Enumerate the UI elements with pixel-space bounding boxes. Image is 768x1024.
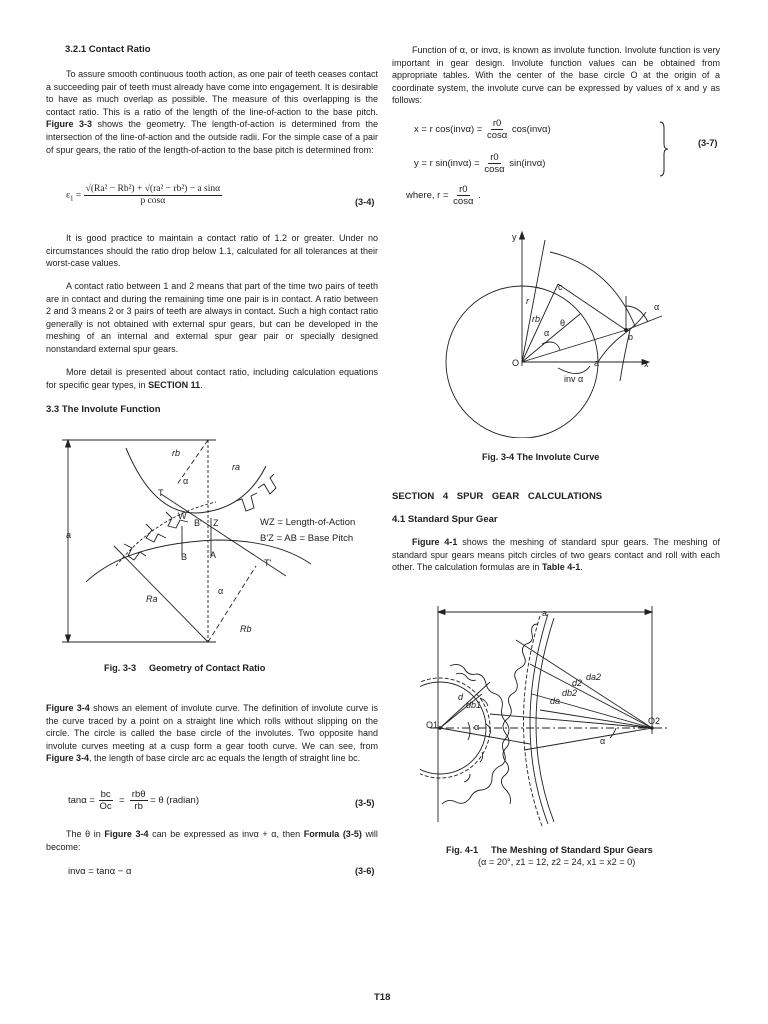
label-r: r: [526, 296, 529, 306]
figure-3-3-caption: [104, 663, 265, 673]
label-T-prime: T': [264, 558, 272, 568]
paragraph-text: .: [580, 562, 583, 573]
label-db1: db1: [466, 700, 482, 710]
paragraph-text: More detail is presented about contact ratio, including calculation equations for specific gear types, in: [46, 367, 378, 390]
equation-number: (3-6): [355, 866, 375, 876]
figure-title: The Meshing of Standard Spur Gears: [490, 845, 653, 855]
brace-icon: [658, 120, 670, 178]
equation-lhs: tanα =: [68, 795, 95, 807]
figure-3-4-caption: Fig. 3-4 The Involute Curve: [482, 452, 600, 462]
figure-reference: Figure 4-1: [412, 537, 458, 547]
paragraph-text: .: [200, 379, 203, 390]
label-y: y: [512, 232, 517, 242]
label-alpha: α: [183, 476, 189, 486]
label-Z: Z: [213, 518, 219, 528]
label-alpha-2: α: [654, 302, 660, 312]
figure-reference: Figure 3-4: [104, 829, 149, 839]
section-reference: SECTION 11: [148, 379, 201, 390]
label-alpha: α: [544, 328, 550, 338]
equation-lhs: where, r =: [406, 190, 449, 202]
figure-4-1-diagram: [420, 604, 680, 830]
label-inv-alpha: inv α: [564, 374, 584, 384]
label-O2: O2: [648, 716, 661, 726]
equation-3-6: invα = tanα − α: [68, 866, 132, 877]
paragraph-text: can be expressed as invα + α, then: [152, 829, 301, 839]
equation-denominator: cosα: [486, 130, 508, 141]
label-W: W: [178, 511, 187, 521]
section-heading-4-1: 4.1 Standard Spur Gear: [392, 514, 498, 525]
paragraph-involute-function: Function of α, or invα, is known as involute function. Involute function is very important in gear design. Involute function values can be obtained from appropriate tables. With the center of the base circle O at the origin of a coordinate system, the involute curve can be expressed by values of x and y as follows:: [392, 45, 720, 106]
paragraph-text: The θ in: [66, 829, 101, 839]
equation-numerator: rbθ: [131, 789, 146, 800]
label-da2: da2: [586, 672, 602, 682]
label-a-point: a: [594, 358, 600, 368]
label-Rb: Rb: [240, 624, 252, 634]
figure-label: Fig. 3-3: [104, 663, 137, 673]
equation-rhs: = θ (radian): [150, 795, 200, 807]
equation-number: (3-7): [698, 138, 718, 148]
equation-denominator: cosα: [453, 196, 474, 207]
equation-3-5: tanα = $\frac{bc}{Oc}$ = $\frac{\text{rbθ}}{rb}$ = θ (radian): [68, 789, 200, 812]
label-B: B: [181, 552, 188, 562]
paragraph-text: , the length of base circle arc ac equals the length of straight line bc.: [89, 753, 361, 764]
paragraph-text: shows the geometry. The length-of-action is determined from the intersection of the line-of-action and the outside radii. For the simple case of a pair of spur gears, the ratio of the length-of-action to the base pitch is determined from:: [46, 119, 378, 155]
label-alpha-1: α: [474, 722, 480, 732]
label-db2: db2: [562, 688, 578, 698]
equation-numerator: √(Ra² − Rb²) + √(ra² − rb²) − a sinα: [85, 184, 221, 194]
label-rb: rb: [532, 314, 541, 324]
equation-numerator: r0: [492, 118, 502, 129]
label-O: O: [512, 358, 520, 368]
figure-reference: Figure 3-3: [46, 119, 92, 130]
equation-number: (3-5): [355, 798, 375, 808]
label-d2: d2: [572, 678, 583, 688]
label-ra: ra: [232, 462, 241, 472]
label-c-point: c: [558, 282, 563, 292]
label-A: A: [210, 550, 217, 560]
legend-length-of-action: WZ = Length-of-Action: [260, 517, 356, 528]
paragraph-text: shows the meshing of standard spur gears. The meshing of standard spur gears means pitch circles of two gears contact and roll with each other. The calculation formulas are in: [392, 537, 720, 573]
equation-rhs: cos(invα): [511, 124, 551, 136]
equation-rhs: sin(invα): [509, 158, 546, 170]
equation-3-7-y: [414, 152, 545, 175]
label-rb: rb: [172, 448, 181, 458]
equation-fraction: [451, 184, 475, 207]
equation-3-7-where: [406, 184, 481, 207]
figure-3-4-diagram: [440, 226, 672, 438]
equation-lhs: ε: [66, 190, 70, 201]
paragraph-theta-expression: [46, 828, 378, 853]
equation-fraction: [98, 789, 114, 812]
equation-numerator: r0: [490, 152, 499, 163]
equation-lhs: x = r cos(invα) =: [414, 124, 483, 136]
table-reference: Table 4-1: [541, 562, 581, 573]
figure-reference: Figure 3-4: [46, 753, 90, 764]
label-O1: O1: [426, 720, 439, 730]
section-heading-3-2-1: 3.2.1 Contact Ratio: [65, 44, 151, 55]
equation-3-4: $\varepsilon_1$ = $\frac{\text{√(Ra² − Rb²) + √(ra² − rb²) − a sinα}}{\text{p cosα}}$: [66, 184, 221, 206]
figure-label: Fig. 4-1: [446, 845, 479, 855]
figure-4-1-caption: [446, 845, 653, 855]
label-alpha-2: α: [218, 586, 224, 596]
paragraph-contact-ratio: [46, 68, 378, 156]
figure-4-1-parameters: (α = 20°, z1 = 12, z2 = 24, x1 = x2 = 0): [478, 857, 636, 867]
equation-end: .: [478, 190, 481, 202]
equation-fraction: [482, 152, 506, 175]
equation-lhs-sub: 1: [70, 194, 74, 203]
label-theta: θ: [560, 318, 566, 328]
equation-denominator: rb: [134, 801, 143, 812]
equation-denominator: p cosα: [140, 196, 166, 206]
label-da: da: [550, 696, 561, 706]
label-a: a: [542, 608, 548, 618]
section-heading-3-3: 3.3 The Involute Function: [46, 404, 161, 415]
page-number: T18: [374, 992, 391, 1003]
paragraph-standard-spur: [392, 536, 720, 574]
paragraph-text: To assure smooth continuous tooth action, as one pair of teeth ceases contact a succeeding pair of teeth must already have come into engagement. It is desirable to have as much overlap as possible. The measure of this overlapping is the contact ratio. This is a ratio of the length of the line-of-action to the base pitch.: [46, 69, 378, 117]
equation-fraction: [84, 184, 223, 207]
formula-reference: Formula (3-5): [303, 829, 362, 839]
section-heading-4: SECTION 4 SPUR GEAR CALCULATIONS: [392, 491, 603, 502]
paragraph-text: shows an element of involute curve. The definition of involute curve is the curve traced by a point on a straight line which rolls without slipping on the circle. The circle is called the base circle of the involutes. Two opposite hand involute curves meeting at a cusp form a gear tooth curve. We can see, from: [46, 703, 378, 751]
equation-denominator: cosα: [484, 164, 505, 175]
label-d: d: [458, 692, 464, 702]
figure-3-3-diagram: [46, 426, 378, 654]
equation-number: (3-4): [355, 197, 375, 207]
label-x: x: [644, 359, 649, 369]
label-b-point: b: [628, 332, 634, 342]
equation-numerator: r0: [459, 184, 468, 195]
paragraph-contact-ratio-range: A contact ratio between 1 and 2 means that part of the time two pairs of teeth are in contact and during the remaining time one pair is in contact. A ratio between 2 and 3 means 2 or 3 pairs of teeth are always in contact. Such a high contact ratio generally is not obtained with external spur gears, but can be developed in the meshing of an internal and external spur gear pair or specially designed nonstandard external spur gears.: [46, 281, 378, 354]
label-B-prime: B': [194, 518, 202, 528]
equation-denominator: Oc: [99, 801, 112, 812]
label-T: T: [158, 488, 164, 498]
figure-title: Geometry of Contact Ratio: [148, 663, 266, 673]
equation-lhs: y = r sin(invα) =: [414, 158, 480, 170]
label-a: a: [66, 530, 72, 540]
paragraph-more-detail: [46, 366, 378, 391]
equation-fraction: [130, 789, 148, 812]
figure-reference: Figure 3-4: [46, 703, 90, 713]
equation-fraction: [485, 118, 509, 141]
paragraph-involute-definition: [46, 702, 378, 765]
paragraph-good-practice: It is good practice to maintain a contact ratio of 1.2 or greater. Under no circumstances should the ratio drop below 1.1, calculated for all tolerances at their worst-case values.: [46, 233, 378, 269]
label-alpha-2: α: [600, 736, 606, 746]
legend-base-pitch: B'Z = AB = Base Pitch: [260, 533, 354, 544]
equation-numerator: bc: [100, 789, 111, 800]
paragraph-text: will become:: [46, 829, 378, 852]
equation-3-7-x: [414, 118, 551, 141]
label-Ra: Ra: [146, 594, 158, 604]
